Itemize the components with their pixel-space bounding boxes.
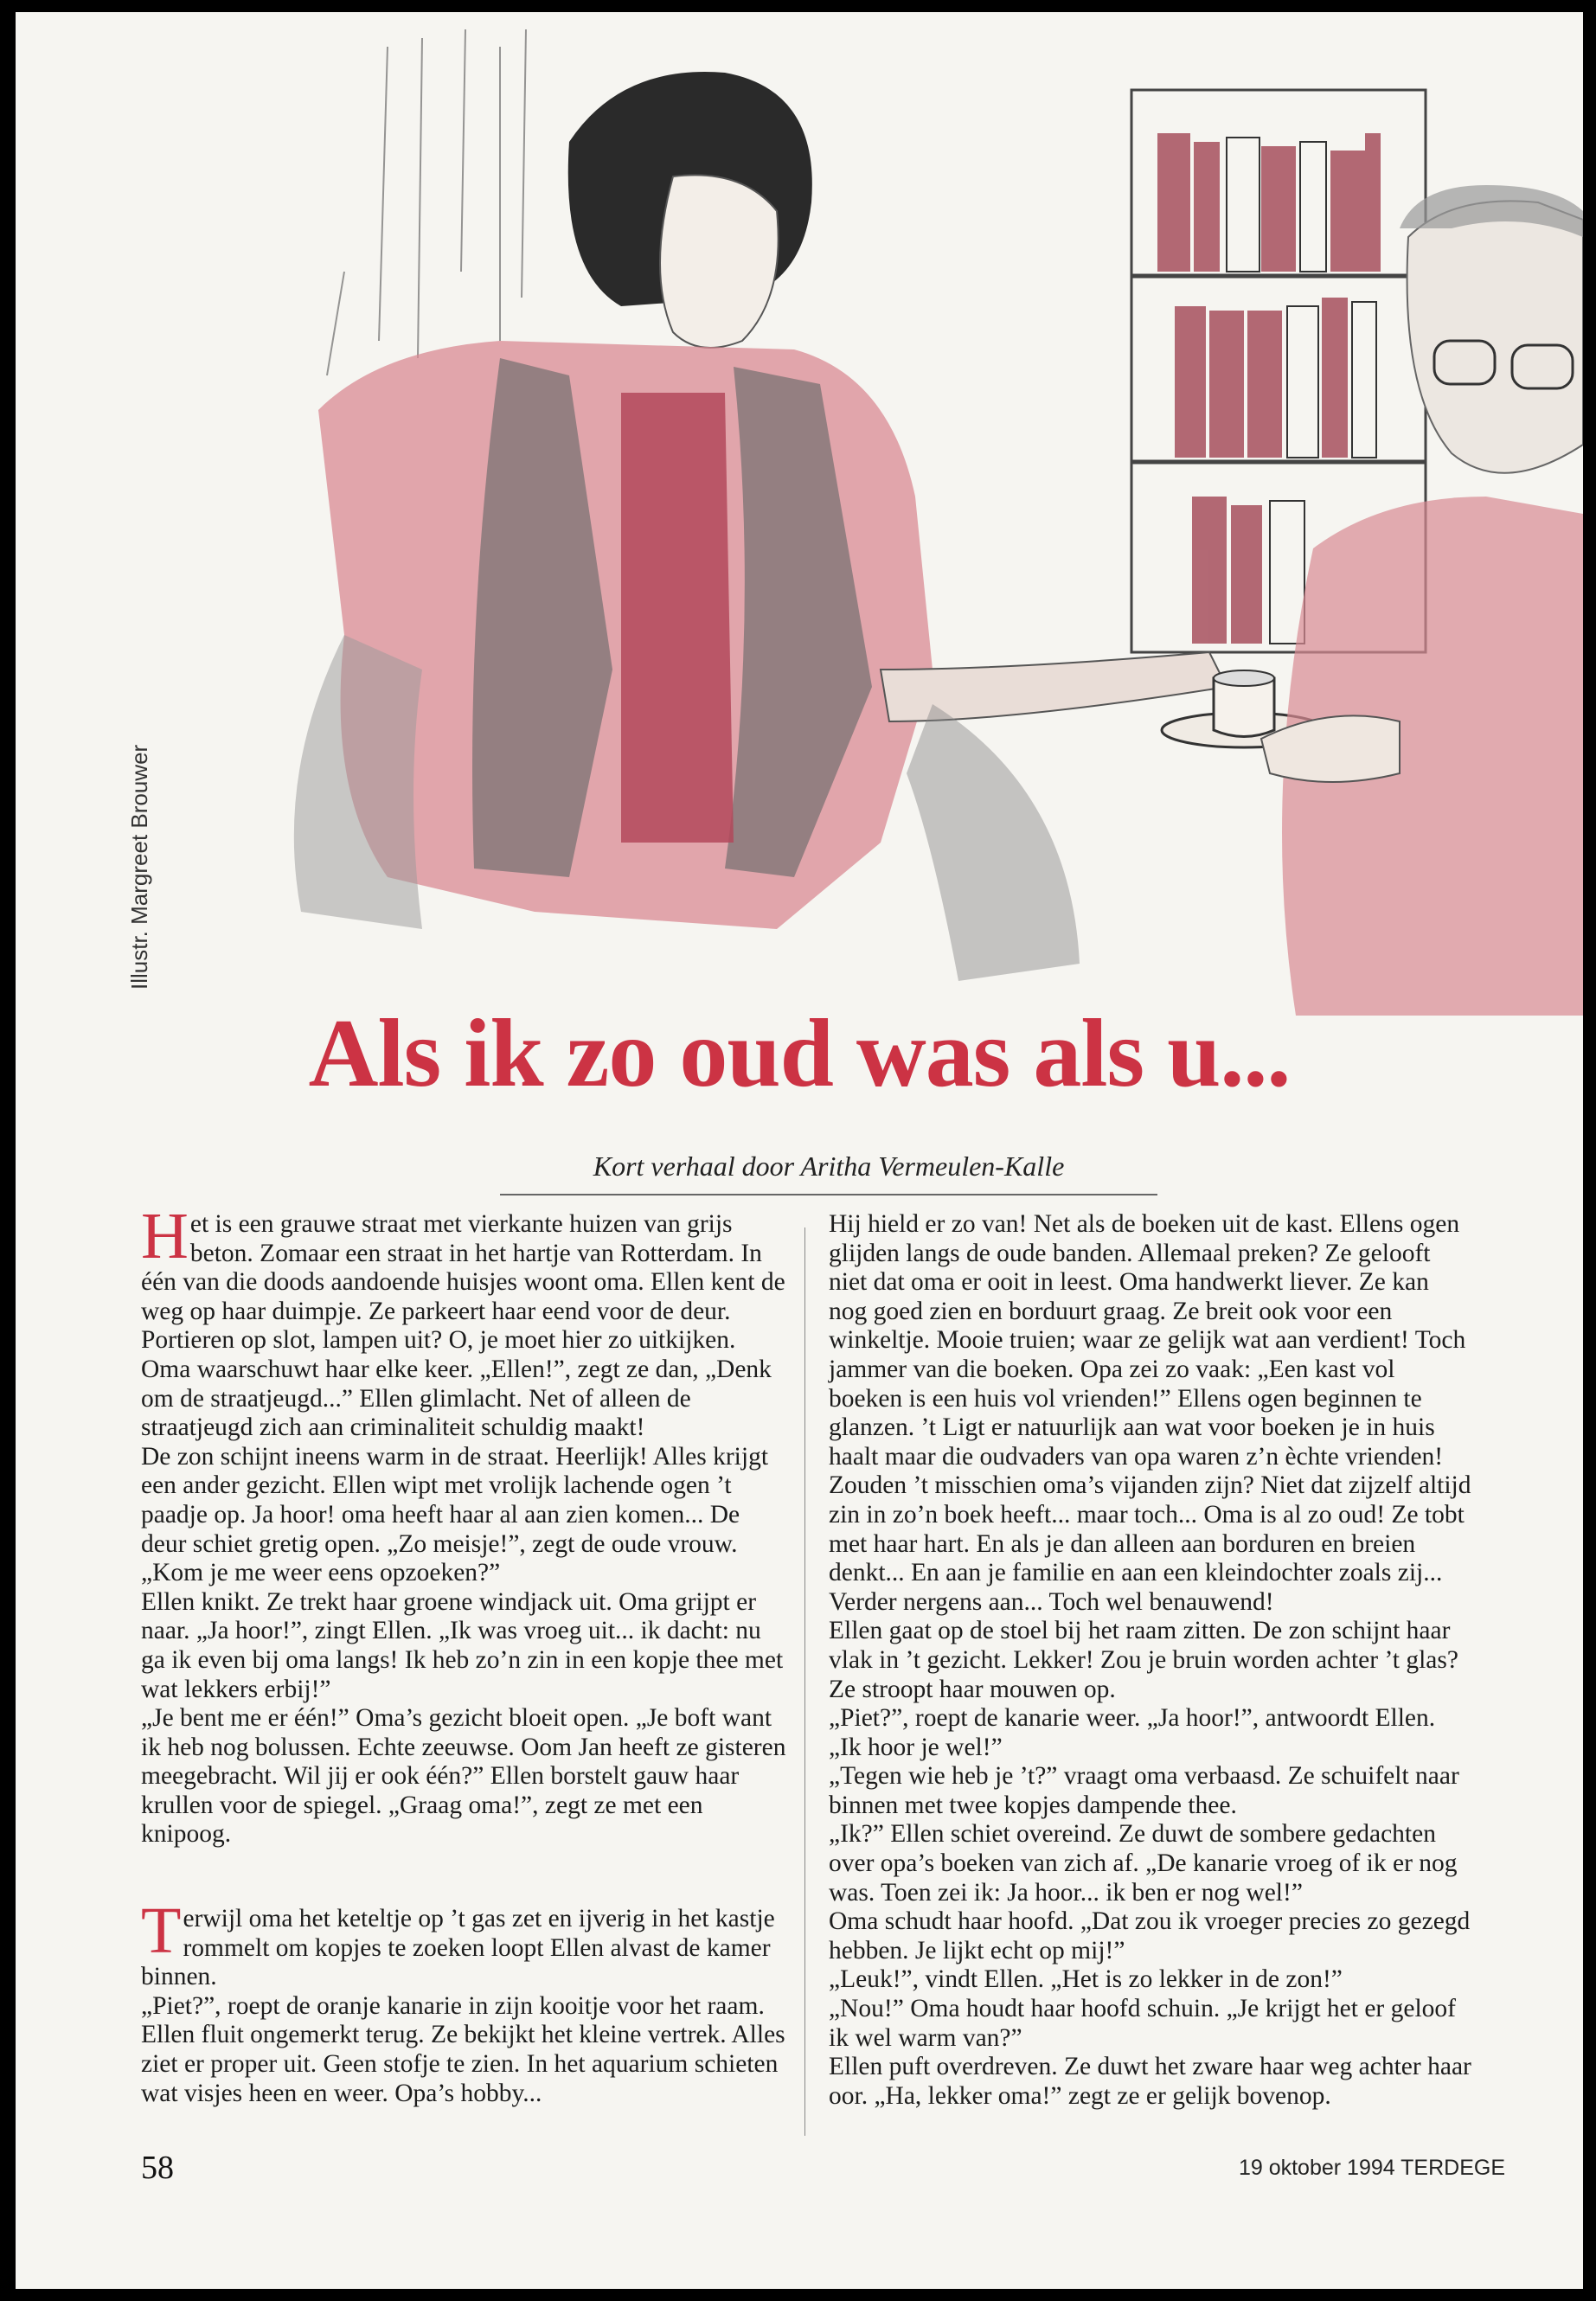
paragraph: De zon schijnt ineens warm in de straat. Heerlijk! Alles krijgt een ander gezicht. Ellen wipt met vrolijk lachende ogen ’t paadje op. Ja hoor! oma heeft haar al aan zien komen... De deur schiet gretig open. „Zo meisje!”, zegt de oude vrouw. „Kom je me weer eens opzoeken?”	[141, 1442, 769, 1587]
drop-cap: T	[141, 1894, 182, 1968]
paragraph	[141, 1894, 788, 1992]
paragraph-text: et is een grauwe straat met vierkante huizen van grijs beton. Zomaar een straat in het hartje van Rotterdam. In één van die doods aandoende huisjes woont oma. Ellen kent de weg op haar duimpje. Ze parkeert haar eend voor de deur. Portieren op slot, lampen uit? O, je moet hier zo uitkijken. Oma waarschuwt haar elke keer. „Ellen!”, zegt ze dan, „Denk om de straatjeugd...” Ellen glimlacht. Net of alleen de straatjeugd zich aan criminaliteit schuldig maakt!	[141, 1210, 785, 1442]
paragraph: „Tegen wie heb je ’t?” vraagt oma verbaasd. Ze schuifelt naar binnen met twee kopjes dampende thee.	[829, 1762, 1459, 1819]
paragraph: „Leuk!”, vindt Ellen. „Het is zo lekker in de zon!”	[829, 1965, 1343, 1994]
paragraph: Hij hield er zo van! Net als de boeken uit de kast. Ellens ogen glijden langs de oude banden. Allemaal preken? Ze gelooft niet dat oma er ooit in leest. Oma handwerkt liever. Ze kan nog goed zien en borduurt graag. Ze breit ook voor een winkeltje. Mooie truien; waar ze gelijk wat aan verdient! Toch jammer van die boeken. Opa zei zo vaak: „Een kast vol boeken is een huis vol vrienden!” Ellens ogen beginnen te glanzen. ’t Ligt er natuurlijk aan wat voor boeken je in huis haalt maar die oudvaders van opa waren z’n èchte vrienden! Zouden ’t misschien oma’s vijanden zijn? Niet dat zijzelf altijd zin in zo’n boek heeft... maar toch... Oma is al zo oud! Ze tobt met haar hart. En als je dan alleen aan borduren en breien denkt... En aan je familie en aan een kleindochter zoals zij... Verder nergens aan... Toch wel benauwend!	[829, 1210, 1471, 1616]
paragraph	[141, 1200, 788, 1443]
figure-young-woman	[294, 72, 1227, 981]
paragraph: Ellen knikt. Ze trekt haar groene windjack uit. Oma grijpt er naar. „Ja hoor!”, zingt Ellen. „Ik was vroeg uit... ik dacht: nu ga ik even bij oma langs! Ik heb zo’n zin in een kopje thee met wat lekkers erbij!”	[141, 1587, 784, 1703]
byline: Kort verhaal door Aritha Vermeulen-Kalle	[593, 1150, 1065, 1182]
paragraph: „Piet?”, roept de kanarie weer. „Ja hoor!”, antwoordt Ellen. „Ik hoor je wel!”	[829, 1704, 1436, 1761]
figure-old-woman	[1261, 185, 1583, 1016]
curtain-lines	[327, 29, 526, 375]
paragraph: „Piet?”, roept de oranje kanarie in zijn kooitje voor het raam. Ellen fluit ongemerkt terug. Ze bekijkt het kleine vertrek. Alles ziet er proper uit. Geen stofje te zien. In het aquarium schieten wat visjes heen en weer. Opa’s hobby...	[141, 1991, 785, 2107]
article-title: Als ik zo oud was als u...	[308, 1000, 1291, 1107]
drop-cap: H	[141, 1200, 189, 1272]
paragraph: „Je bent me er één!” Oma’s gezicht bloeit open. „Je boft want ik heb nog bolussen. Echte zeeuwse. Oom Jan heeft ze gisteren meegebracht. Wil jij er ook één?” Ellen borstelt gauw haar krullen voor de spiegel. „Graag oma!”, zegt ze met een knipoog.	[141, 1704, 786, 1849]
paragraph: „Nou!” Oma houdt haar hoofd schuin. „Je krijgt het er geloof ik wel warm van?”	[829, 1995, 1456, 2052]
magazine-page	[16, 12, 1583, 2289]
page-number: 58	[141, 2150, 174, 2186]
story-illustration	[16, 12, 1583, 1016]
illustration-credit: Illustr. Margreet Brouwer	[126, 744, 152, 990]
paragraph: Ellen puft overdreven. Ze duwt het zware haar weg achter haar oor. „Ha, lekker oma!” zegt ze er gelijk bovenop.	[829, 2053, 1471, 2110]
paragraph: „Ik?” Ellen schiet overeind. Ze duwt de sombere gedachten over opa’s boeken van zich af. „De kanarie vroeg of ik er nog was. Toen zei ik: Ja hoor... ik ben er nog wel!”	[829, 1820, 1458, 1907]
issue-date: 19 oktober 1994 TERDEGE	[1238, 2156, 1505, 2180]
section-break	[141, 1849, 788, 1905]
byline-divider	[500, 1194, 1157, 1195]
paragraph: Oma schudt haar hoofd. „Dat zou ik vroeger precies zo gezegd hebben. Je lijkt echt op mij!”	[829, 1907, 1471, 1965]
text-column-left	[141, 1200, 788, 2108]
paragraph: Ellen gaat op de stoel bij het raam zitten. De zon schijnt haar vlak in ’t gezicht. Lekker! Zou je bruin worden achter ’t glas? Ze stroopt haar mouwen op.	[829, 1617, 1458, 1703]
paragraph-text: erwijl oma het keteltje op ’t gas zet en ijverig in het kastje rommelt om kopjes te zoeken loopt Ellen alvast de kamer binnen.	[141, 1905, 775, 1991]
column-divider	[804, 1227, 805, 2136]
text-column-right	[829, 1210, 1473, 2111]
